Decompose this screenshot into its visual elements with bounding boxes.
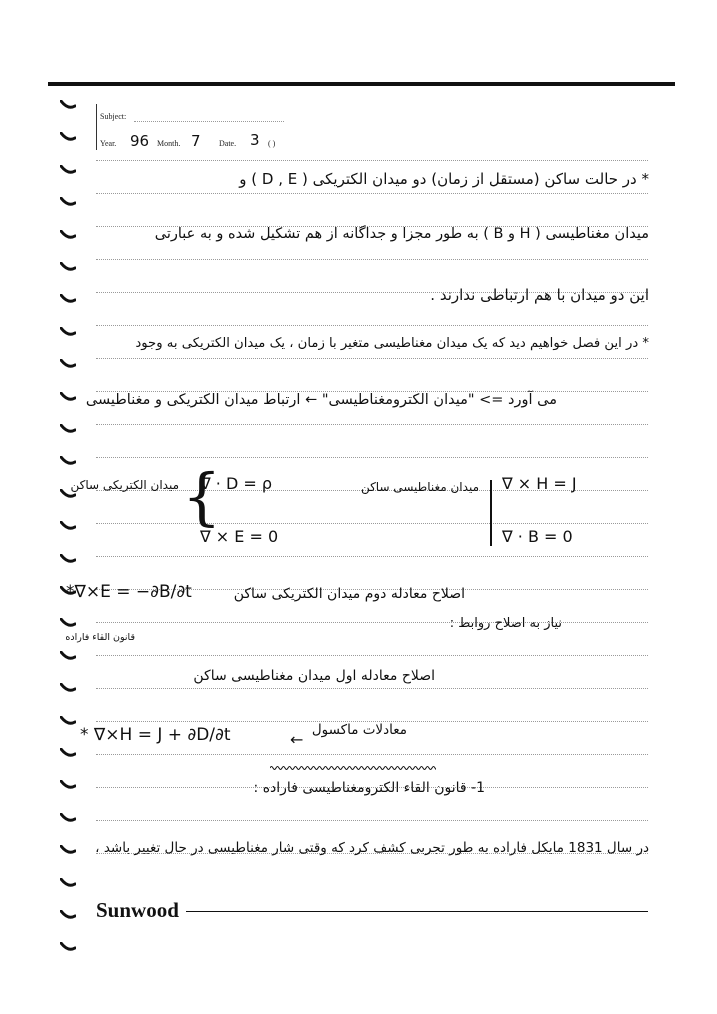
date-label: Date.	[219, 139, 237, 148]
spiral-ring	[60, 780, 76, 790]
faraday-law-label: قانون القاء فاراده	[65, 632, 135, 643]
month-label: Month.	[157, 139, 181, 148]
spiral-ring	[60, 100, 76, 110]
brand-logo: Sunwood	[96, 898, 179, 922]
ruled-line	[96, 259, 648, 260]
header-margin-rule	[96, 104, 97, 150]
spiral-ring	[60, 910, 76, 920]
ruled-line	[96, 688, 648, 689]
arrow-icon: ←	[290, 730, 304, 749]
ruled-line	[96, 457, 648, 458]
spiral-ring	[60, 683, 76, 693]
spiral-ring	[60, 878, 76, 888]
equation-curl-e: ∇ × E = 0	[200, 527, 279, 546]
spiral-ring	[60, 748, 76, 758]
fix-second-equation: اصلاح معادله دوم میدان الکتریکی ساکن	[233, 586, 465, 602]
line-3: این دو میدان با هم ارتباطی ندارند .	[430, 286, 649, 304]
top-border	[48, 82, 675, 86]
faraday-heading: 1- قانون القاء الکترومغناطیسی فاراده :	[253, 780, 485, 796]
year-label: Year.	[100, 139, 117, 148]
spiral-ring	[60, 294, 76, 304]
spiral-ring	[60, 359, 76, 369]
ruled-line	[96, 358, 648, 359]
date-value: 3	[250, 131, 260, 149]
subject-label: Subject:	[100, 112, 127, 121]
static-electric-label: میدان الکتریکی ساکن	[70, 478, 179, 492]
equation-div-b: ∇ · B = 0	[502, 527, 573, 546]
left-brace: {	[182, 460, 222, 533]
spiral-ring	[60, 456, 76, 466]
static-magnetic-label: میدان مغناطیسی ساکن	[360, 480, 479, 494]
faraday-equation: *∇×E = −∂B/∂t	[66, 582, 192, 602]
ruled-line	[96, 523, 648, 524]
ruled-line	[96, 325, 648, 326]
line-4: * در این فصل خواهیم دید که یک میدان مغناطیسی متغیر با زمان ، یک میدان الکتریکی به وجود	[135, 336, 649, 351]
spiral-ring	[60, 813, 76, 823]
date-paren: ( )	[268, 139, 276, 148]
last-line: در سال 1831 مایکل فاراده به طور تجربی کشف کرد که وقتی شار مغناطیسی در حال تغییر باشد ،	[95, 840, 649, 856]
ruled-line	[96, 193, 648, 194]
ruled-line	[96, 556, 648, 557]
spiral-ring	[60, 651, 76, 661]
equation-div-d: ∇ · D = ρ	[200, 474, 273, 493]
ruled-line	[96, 424, 648, 425]
spiral-ring	[60, 262, 76, 272]
subject-dotted-line	[134, 121, 284, 122]
spiral-ring	[60, 521, 76, 531]
fix-first-equation: اصلاح معادله اول میدان مغناطیسی ساکن	[193, 668, 435, 684]
spiral-ring	[60, 197, 76, 207]
spiral-ring	[60, 327, 76, 337]
spiral-ring	[60, 716, 76, 726]
need-fix-label: نیاز به اصلاح روابط :	[449, 616, 562, 631]
month-value: 7	[191, 132, 201, 150]
year-value: 96	[130, 132, 150, 150]
spiral-ring	[60, 132, 76, 142]
spiral-ring	[60, 845, 76, 855]
maxwell-label: معادلات ماکسول	[311, 722, 407, 738]
line-1: * در حالت ساکن (مستقل از زمان) دو میدان الکتریکی ( D , E ) و	[239, 170, 649, 188]
ruled-line	[96, 622, 648, 623]
ruled-line	[96, 160, 648, 161]
line-5: می آورد => "میدان الکترومغناطیسی" ← ارتباط میدان الکتریکی و مغناطیسی	[85, 392, 557, 408]
right-bracket	[490, 480, 492, 546]
spiral-ring	[60, 424, 76, 434]
brand-line	[186, 911, 648, 912]
ampere-maxwell-equation: * ∇×H = J + ∂D/∂t	[80, 725, 231, 745]
wavy-underline	[270, 764, 436, 772]
ruled-line	[96, 655, 648, 656]
spiral-ring	[60, 392, 76, 402]
ruled-line	[96, 754, 648, 755]
spiral-ring	[60, 618, 76, 628]
spiral-ring	[60, 942, 76, 952]
equation-curl-h: ∇ × H = J	[502, 474, 577, 493]
spiral-ring	[60, 554, 76, 564]
ruled-line	[96, 820, 648, 821]
line-2: میدان مغناطیسی ( H و B ) به طور مجزا و جداگانه از هم تشکیل شده و به عبارتی	[154, 226, 649, 242]
spiral-ring	[60, 165, 76, 175]
spiral-ring	[60, 230, 76, 240]
